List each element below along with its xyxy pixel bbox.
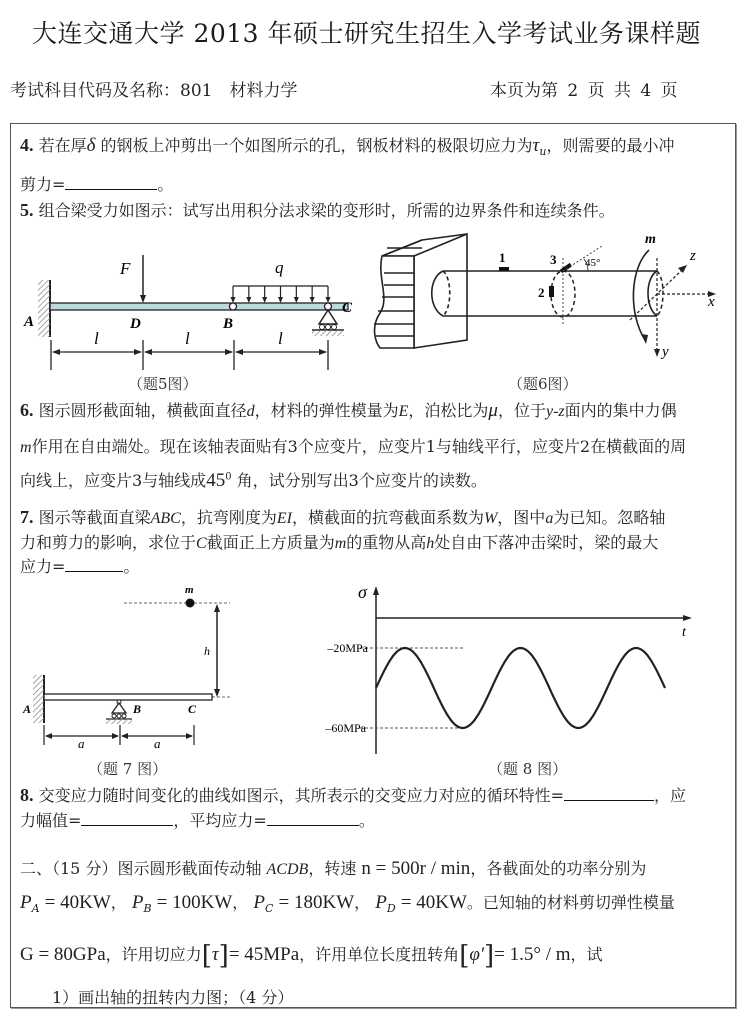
axis-label-x: x	[708, 294, 715, 310]
dim-label-l: l	[278, 329, 283, 348]
part-2-line-3	[20, 941, 603, 971]
subscript: C	[265, 902, 274, 915]
stress-curve	[376, 648, 665, 728]
number-dot: .	[29, 785, 34, 805]
figure-5-caption: （题5图）	[128, 375, 198, 393]
label-m: m	[185, 584, 194, 596]
number-dot: .	[29, 400, 34, 420]
q8-text: ，平均应力=	[173, 811, 267, 830]
question-number: 5	[20, 200, 29, 220]
fixed-block	[374, 234, 467, 348]
q6-text: ，材料的弹性模量为	[254, 401, 399, 420]
strain-gauge-1	[499, 267, 509, 271]
axis-label-z: z	[690, 248, 696, 264]
label-d: D	[130, 316, 141, 332]
axis-label-y: y	[662, 344, 669, 360]
question-7-line-2	[20, 530, 658, 553]
var-a: a	[545, 510, 554, 527]
question-4-line-1	[20, 133, 674, 158]
var-m: m	[334, 535, 347, 552]
power-b-value: = 100KW	[156, 892, 233, 913]
label-a: A	[24, 314, 35, 330]
subscript: A	[31, 902, 40, 915]
var-c: C	[196, 535, 207, 552]
load-arrowhead	[310, 297, 315, 303]
subject-label: 考试科目代码及名称：801 材料力学	[10, 81, 298, 101]
amplitude-blank[interactable]	[81, 811, 173, 826]
label-f: F	[120, 259, 131, 278]
cycle-ratio-blank[interactable]	[564, 786, 654, 801]
page-info: 本页为第 2 页 共 4 页	[490, 81, 678, 101]
figure-6-caption: （题6图）	[508, 375, 578, 393]
question-6-line-1	[20, 398, 677, 422]
var-e: E	[398, 403, 409, 420]
q7-text: 图示等截面直梁	[38, 508, 151, 527]
q6-text: 角，试分别写出3个应变片的读数。	[231, 471, 487, 490]
q8-text: 交变应力随时间变化的曲线如图示，其所表示的交变应力对应的循环特性=	[38, 786, 565, 805]
distributed-load-q	[231, 286, 331, 303]
q8-end: 。	[358, 811, 375, 830]
var-mu: μ	[488, 400, 498, 421]
y-axis-label: σ	[358, 582, 367, 602]
page-title: 大连交通大学 2013 年硕士研究生招生入学考试业务课样题	[32, 19, 702, 48]
tau-symbol: τ	[532, 135, 540, 156]
part2-text: ，各截面处的功率分别为	[470, 859, 647, 878]
part2-text: ，试	[570, 945, 603, 964]
label-b: B	[133, 702, 142, 716]
q7-text: ，抗弯刚度为	[180, 508, 277, 527]
q4-text: 若在厚	[38, 136, 87, 155]
free-end-face	[648, 271, 657, 316]
load-arrowhead	[294, 297, 299, 303]
var-h: h	[426, 535, 435, 552]
q7-answer-blank[interactable]	[65, 557, 123, 572]
fixed-wall	[38, 280, 50, 337]
power-c-symbol: P	[253, 892, 265, 913]
q4-end: 。	[157, 175, 174, 194]
var-w: W	[483, 510, 498, 527]
gauge-label-1: 1	[499, 250, 506, 265]
power-a-symbol: P	[20, 892, 32, 913]
q7-text: 截面正上方质量为	[206, 533, 335, 552]
subscript: B	[143, 902, 152, 915]
load-arrowhead	[278, 297, 283, 303]
dimension-lines	[44, 725, 194, 745]
label-c: C	[188, 702, 197, 716]
part2-text: ，转速	[308, 859, 362, 878]
beam	[50, 303, 348, 310]
strain-gauge-2	[549, 286, 554, 297]
label-a: A	[23, 702, 32, 716]
q6-text: 作用在自由端处。现在该轴表面贴有3个应变片，应变片1与轴线平行，应变片2在横截面的周	[31, 437, 687, 456]
question-6-line-3	[20, 468, 487, 492]
mass-ball	[186, 599, 195, 608]
q6-text: 图示圆形截面轴，横截面直径	[38, 401, 247, 420]
q7-text: 处自由下落冲击梁时，梁的最大	[434, 533, 659, 552]
q7-text: 力和剪力的影响，求位于	[20, 533, 197, 552]
figure-8-caption: （题 8 图）	[488, 760, 568, 778]
load-arrowhead	[246, 297, 251, 303]
load-arrowhead	[326, 297, 331, 303]
q7-text: ，图中	[497, 508, 546, 527]
min-stress-label: –60MPa	[325, 721, 366, 735]
roller-support	[312, 310, 344, 336]
allowable-shear-value: = 45MPa	[228, 944, 300, 965]
dim-label-a: a	[154, 736, 161, 748]
q4-answer-label: 剪力=	[20, 175, 66, 194]
q7-text: 的重物从高	[346, 533, 427, 552]
max-stress-label: –20MPa	[327, 641, 368, 655]
roller-support-b	[106, 700, 132, 724]
couple-m-arrow	[633, 250, 649, 340]
force-arrow-f	[140, 255, 146, 303]
part2-text: ，许用单位长度扭转角	[299, 945, 460, 964]
figure-7-caption: （题 7 图）	[88, 760, 168, 778]
number-dot: .	[29, 507, 34, 527]
var-yz: y-z	[545, 403, 565, 420]
q6-text: ，泊松比为	[408, 401, 489, 420]
height-arrow-top	[214, 604, 220, 612]
shaft-name: ACDB	[266, 861, 309, 878]
dim-label-l: l	[94, 329, 99, 348]
q4-text: ，则需要的最小冲	[546, 136, 675, 155]
mean-stress-blank[interactable]	[267, 811, 359, 826]
q5-text: 组合梁受力如图示：试写出用积分法求梁的变形时，所需的边界条件和连续条件。	[38, 201, 615, 220]
power-c-value: = 180KW	[278, 892, 355, 913]
question-5	[20, 198, 615, 221]
load-arrowhead	[262, 297, 267, 303]
label-c: C	[342, 300, 353, 316]
question-number: 7	[20, 507, 29, 527]
bracket-open: [	[201, 941, 212, 971]
power-d-symbol: P	[375, 892, 387, 913]
load-arrowhead	[231, 297, 236, 303]
power-b-symbol: P	[131, 892, 144, 913]
phi-symbol: φ′	[469, 944, 485, 965]
q7-answer-label: 应力=	[20, 557, 66, 576]
part-2-line-2: $P_A = 40KW$， $P_B = 100KW$， $P_C = 180KW$， $P_D = 40KW$。已知轴的材料剪切弹性模量	[20, 892, 675, 915]
var-ei: EI	[276, 510, 292, 527]
angle-degree: 0	[225, 471, 232, 483]
bracket-close: ]	[484, 941, 495, 971]
coordinate-axes	[630, 258, 712, 353]
power-d-value: = 40KW	[400, 892, 467, 913]
gauge-label-3: 3	[550, 252, 557, 267]
question-4-line-2	[20, 172, 173, 195]
couple-arrowhead	[641, 334, 648, 344]
power-a-value: = 40KW	[44, 892, 111, 913]
label-q: q	[275, 258, 284, 277]
number-dot: .	[29, 200, 34, 220]
gauge-label-2: 2	[538, 285, 545, 300]
q6-text: ，位于	[497, 401, 546, 420]
question-8-line-2	[20, 808, 375, 831]
q4-answer-blank[interactable]	[65, 175, 157, 190]
speed-value: n = 500r / min	[361, 858, 471, 879]
allowable-twist-value: = 1.5° / m	[494, 944, 571, 965]
q7-text: ，横截面的抗弯截面系数为	[291, 508, 484, 527]
label-b: B	[223, 316, 234, 332]
tau-subscript: u	[539, 145, 547, 158]
delta-symbol: δ	[86, 135, 96, 156]
q8-text: 力幅值=	[20, 811, 82, 830]
bracket-close: ]	[218, 941, 229, 971]
question-8-line-1	[20, 783, 686, 806]
y-axis-arrow	[654, 349, 660, 357]
question-number: 6	[20, 400, 29, 420]
part2-text: 二、（15 分）图示圆形截面传动轴	[20, 859, 267, 878]
number-dot: .	[29, 135, 34, 155]
part2-text: 。已知轴的材料剪切弹性模量	[466, 893, 675, 912]
dim-label-a: a	[78, 736, 85, 748]
hinge-b	[230, 303, 237, 310]
var-d: d	[246, 403, 255, 420]
figure-8-chart	[310, 578, 710, 758]
label-h: h	[204, 644, 210, 658]
part-2-item-1: 1）画出轴的扭转内力图；（4 分）	[52, 988, 294, 1007]
figure-7-impact-beam	[20, 583, 240, 748]
question-7-line-3	[20, 554, 139, 577]
question-number: 4	[20, 135, 29, 155]
var-abc: ABC	[150, 510, 181, 527]
q6-text: 向线上，应变片3与轴线成	[20, 471, 207, 490]
figure-6-shaft	[362, 228, 732, 368]
y-axis-arrow	[373, 586, 379, 595]
couple-label-m: m	[645, 232, 656, 247]
beam	[44, 694, 212, 700]
angle-value: 45	[206, 470, 226, 491]
bracket-open: [	[459, 941, 470, 971]
height-arrow-bottom	[214, 689, 220, 697]
x-axis-arrow	[683, 615, 692, 621]
shear-modulus: G = 80GPa	[20, 944, 106, 965]
angle-label: 45°	[585, 257, 601, 269]
question-number: 8	[20, 785, 29, 805]
q7-end: 。	[123, 557, 140, 576]
q6-text: 面内的集中力偶	[564, 401, 677, 420]
x-axis-label: t	[682, 625, 686, 640]
question-7-line-1	[20, 505, 665, 528]
part2-text: ，许用切应力	[105, 945, 202, 964]
q8-text: ，应	[654, 786, 687, 805]
var-m: m	[20, 439, 32, 456]
q4-text: 的钢板上冲剪出一个如图所示的孔，钢板材料的极限切应力为	[95, 136, 533, 155]
tau-symbol: τ	[211, 944, 219, 965]
part-2-line-1	[20, 856, 646, 880]
subscript: D	[386, 902, 396, 915]
dim-label-l: l	[185, 329, 190, 348]
q7-text: 为已知。忽略轴	[553, 508, 666, 527]
wall-hatch	[33, 675, 44, 723]
question-6-line-2	[20, 434, 686, 457]
z-axis-arrow	[678, 265, 687, 273]
figure-5-beam	[20, 240, 360, 380]
